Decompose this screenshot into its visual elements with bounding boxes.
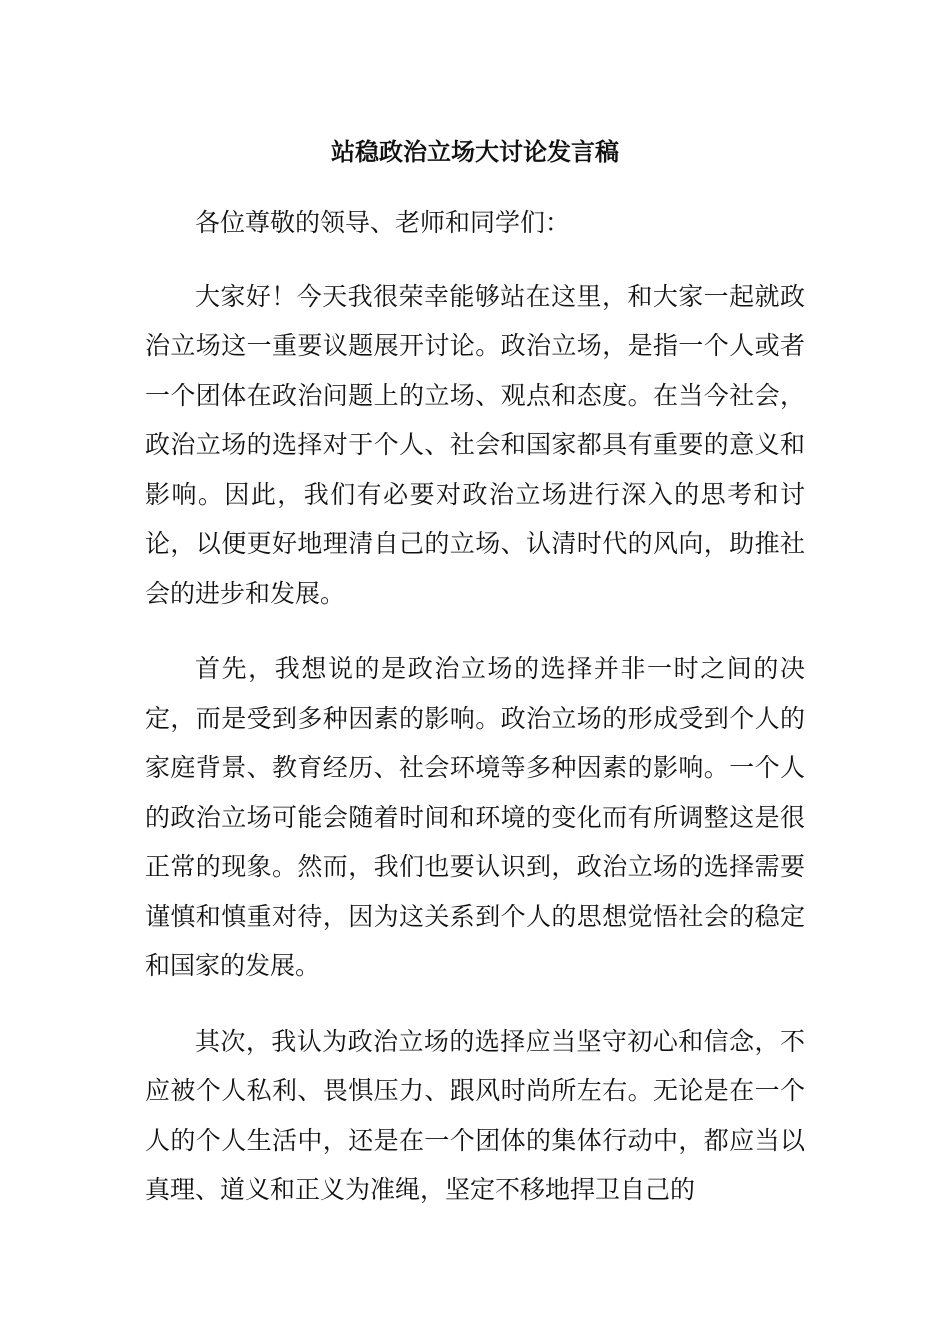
document-title: 站稳政治立场大讨论发言稿: [331, 138, 619, 166]
paragraph-3: 其次，我认为政治立场的选择应当坚守初心和信念，不应被个人私利、畏惧压力、跟风时尚所左右。无论是在一个人的个人生活中，还是在一个团体的集体行动中，都应当以真理、道义和正义为准绳，坚定不移地捍卫自己的: [145, 1026, 805, 1204]
salutation: 各位尊敬的领导、老师和同学们：: [195, 208, 571, 237]
paragraph-2: 首先，我想说的是政治立场的选择并非一时之间的决定，而是受到多种因素的影响。政治立场的形成受到个人的家庭背景、教育经历、社会环境等多种因素的影响。一个人的政治立场可能会随着时间和环境的变化而有所调整这是很正常的现象。然而，我们也要认识到，政治立场的选择需要谨慎和慎重对待，因为这关系到个人的思想觉悟社会的稳定和国家的发展。: [145, 654, 805, 980]
paragraph-1: 大家好！今天我很荣幸能够站在这里，和大家一起就政治立场这一重要议题展开讨论。政治立场，是指一个人或者一个团体在政治问题上的立场、观点和态度。在当今社会，政治立场的选择对于个人、社会和国家都具有重要的意义和影响。因此，我们有必要对政治立场进行深入的思考和讨论，以便更好地理清自己的立场、认清时代的风向，助推社会的进步和发展。: [145, 281, 805, 608]
document-body: [145, 198, 805, 1241]
